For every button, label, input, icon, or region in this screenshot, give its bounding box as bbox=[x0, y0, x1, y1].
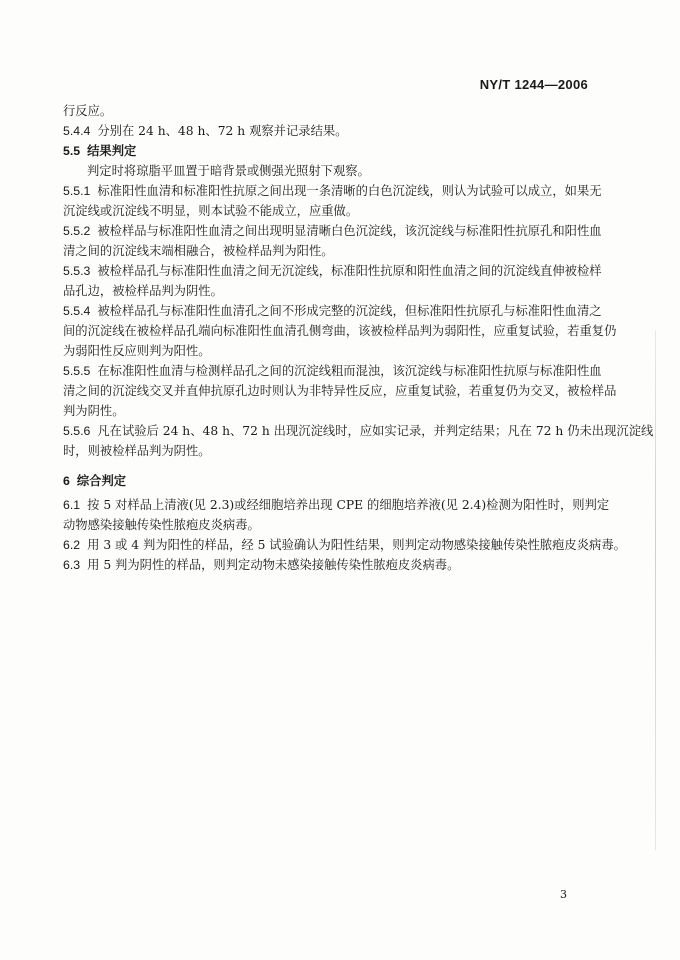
clause-5-5-2 bbox=[63, 221, 602, 241]
paragraph-line: 行反应。 bbox=[63, 104, 113, 118]
clause-number: 5.5.3 bbox=[63, 264, 91, 278]
clause-number: 6.2 bbox=[63, 538, 81, 552]
clause-6-3 bbox=[63, 555, 595, 575]
clause-continuation: 为弱阳性反应则判为阳性。 bbox=[63, 344, 211, 358]
section-5-5-heading bbox=[63, 141, 595, 161]
clause-5-5-6 bbox=[63, 421, 654, 441]
clause-text: 被检样品孔与标准阳性血清孔之间不形成完整的沉淀线，但标准阳性抗原孔与标准阳性血清之 bbox=[97, 304, 602, 318]
section-number: 5.5 bbox=[63, 144, 81, 158]
clause-number: 5.5.2 bbox=[63, 224, 91, 238]
clause-continuation: 间的沉淀线在被检样品孔端向标准阳性血清孔侧弯曲，该被检样品判为弱阳性，应重复试验，若重复仍 bbox=[63, 324, 617, 338]
clause-number: 6.1 bbox=[63, 498, 81, 512]
clause-number: 6.3 bbox=[63, 558, 81, 572]
standard-code: NY/T 1244—2006 bbox=[479, 77, 588, 92]
section-6-heading bbox=[63, 471, 595, 491]
clause-text: 在标准阳性血清与检测样品孔之间的沉淀线粗而混浊，该沉淀线与标准阳性抗原与标准阳性血 bbox=[97, 364, 602, 378]
clause-number: 5.5.1 bbox=[63, 184, 91, 198]
clause-continuation: 判为阴性。 bbox=[63, 404, 125, 418]
clause-5-5-3 bbox=[63, 261, 602, 281]
clause-continuation: 动物感染接触传染性脓疱皮炎病毒。 bbox=[63, 518, 260, 532]
clause-continuation: 沉淀线或沉淀线不明显，则本试验不能成立，应重做。 bbox=[63, 204, 359, 218]
clause-continuation: 品孔边，被检样品判为阴性。 bbox=[63, 284, 223, 298]
clause-text: 被检样品与标准阳性血清之间出现明显清晰白色沉淀线，该沉淀线与标准阳性抗原孔和阳性血 bbox=[97, 224, 602, 238]
clause-number: 5.4.4 bbox=[63, 124, 91, 138]
clause-text: 分别在 24 h、48 h、72 h 观察并记录结果。 bbox=[97, 124, 348, 138]
clause-number: 5.5.5 bbox=[63, 364, 91, 378]
clause-number: 5.5.6 bbox=[63, 424, 91, 438]
clause-number: 5.5.4 bbox=[63, 304, 91, 318]
clause-text: 被检样品孔与标准阳性血清之间无沉淀线，标准阳性抗原和阳性血清之间的沉淀线直伸被检样 bbox=[97, 264, 602, 278]
clause-continuation: 时，则被检样品判为阴性。 bbox=[63, 444, 211, 458]
section-number: 6 bbox=[63, 474, 70, 488]
clause-5-5-4 bbox=[63, 301, 602, 321]
clause-text: 标准阳性血清和标准阳性抗原之间出现一条清晰的白色沉淀线，则认为试验可以成立，如果无 bbox=[97, 184, 602, 198]
clause-6-1 bbox=[63, 495, 610, 515]
spacer bbox=[63, 461, 595, 471]
document-body bbox=[63, 101, 654, 575]
clause-text: 用 3 或 4 判为阳性的样品，经 5 试验确认为阳性结果，则判定动物感染接触传染性脓疱皮炎病毒。 bbox=[87, 538, 626, 552]
section-title: 结果判定 bbox=[87, 143, 137, 158]
clause-text: 按 5 对样品上清液(见 2.3)或经细胞培养出现 CPE 的细胞培养液(见 2.4)检测为阳性时，则判定 bbox=[87, 498, 610, 512]
section-intro: 判定时将琼脂平皿置于暗背景或侧强光照射下观察。 bbox=[87, 164, 370, 178]
clause-text: 凡在试验后 24 h、48 h、72 h 出现沉淀线时，应如实记录，并判定结果；凡在 72 h 仍未出现沉淀线 bbox=[97, 424, 654, 438]
page-number: 3 bbox=[560, 888, 567, 901]
clause-text: 用 5 判为阴性的样品，则判定动物未感染接触传染性脓疱皮炎病毒。 bbox=[87, 558, 460, 572]
clause-5-4-4 bbox=[63, 121, 595, 141]
clause-5-5-5 bbox=[63, 361, 602, 381]
clause-continuation: 清之间的沉淀线交叉并直伸抗原孔边时则认为非特异性反应，应重复试验，若重复仍为交叉，被检样品 bbox=[63, 384, 617, 398]
clause-continuation: 清之间的沉淀线末端相融合，被检样品判为阳性。 bbox=[63, 244, 334, 258]
scan-artifact-line bbox=[655, 330, 656, 850]
clause-5-5-1 bbox=[63, 181, 602, 201]
section-title: 综合判定 bbox=[76, 473, 127, 488]
clause-6-2 bbox=[63, 535, 626, 555]
